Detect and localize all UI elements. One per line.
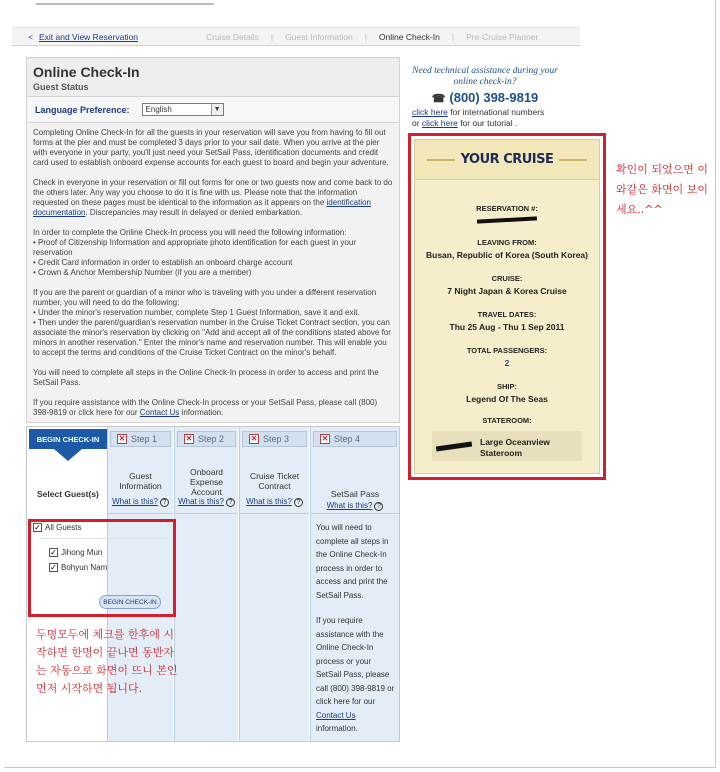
help-question-icon[interactable]: ? <box>374 502 383 511</box>
cruise-label: CRUISE: <box>491 274 523 283</box>
requirements-intro: In order to complete the Online Check-In process you will need the following information: <box>33 228 347 237</box>
instructions-paragraph: Completing Online Check-In for all the guests in your reservation will save you from having to fill out forms at the pier and must be completed 3 days prior to your sail date. When you arrive at the pier with everyone in your party, you'll just need your SetSail Pass, identification documents and credit card used to establish onboard expense accounts for each guest to board and begin your adventure. <box>33 128 389 167</box>
reservation-label: RESERVATION #: <box>476 204 538 213</box>
all-guests-label: All Guests <box>45 523 82 532</box>
nav-step-online-checkin[interactable]: Online Check-In <box>378 31 440 42</box>
setsail-contact-us-link[interactable]: Contact Us <box>316 710 356 720</box>
international-numbers-text: for international numbers <box>447 107 545 117</box>
guest-checkbox[interactable]: ✓ <box>50 563 57 572</box>
left-annotation-note: 두명모두에 체크를 한후에 시작하면 한명이 끝나면 동반자는 자동으로 화면이 뜨니 본인 먼저 시작하면 됩니다. <box>36 628 178 695</box>
guest-highlight-box <box>28 519 176 617</box>
step-1-title: Guest Information <box>119 471 162 491</box>
leaving-info <box>415 238 599 260</box>
guest-name: Bohyun Nam <box>61 563 108 572</box>
ship-info <box>415 382 599 404</box>
travel-dates-info <box>415 310 599 332</box>
telephone-icon: ☎ <box>431 93 446 105</box>
phone-number: (800) 398-9819 <box>449 90 539 105</box>
progress-nav <box>12 27 580 46</box>
exit-reservation-link[interactable] <box>28 32 206 42</box>
instructions-paragraph <box>33 288 393 358</box>
cruise-card-title: YOUR CRUISE <box>460 152 554 167</box>
setsail-text-span: If you require assistance with the Online Check-In process or your SetSail Pass, please call (800) 398-9819 or click here for our <box>316 616 395 706</box>
back-arrow-icon: < <box>28 31 33 42</box>
help-links <box>410 107 560 129</box>
page-title: Online Check-In <box>33 64 140 80</box>
step-4-label: Step 4 <box>334 434 361 444</box>
help-question-icon[interactable]: ? <box>160 498 169 507</box>
stateroom-label: STATEROOM: <box>482 416 532 425</box>
requirement-item: • Credit Card information in order to establish an onboard charge account <box>33 258 293 267</box>
instructions-text-span: Check in everyone in your reservation or fill out forms for one or two guests now and come back to do the others later. Any way you choose to do it is fine with us. Please note that the information requested on these pages must be identical to the information as it appears on the <box>33 178 393 207</box>
instructions-text-span: information. <box>179 408 224 417</box>
step-3-label: Step 3 <box>263 434 290 444</box>
ship-value: Legend Of The Seas <box>466 394 548 404</box>
step-4-help <box>311 501 399 511</box>
what-is-this-link[interactable]: What is this? <box>326 501 373 510</box>
begin-checkin-button[interactable]: BEGIN CHECK-IN <box>99 595 161 609</box>
tab-pointer-icon <box>54 449 82 461</box>
header-rule <box>559 159 587 161</box>
language-selected-value: English <box>145 105 172 114</box>
instructions-text-span: If you require assistance with the Online Check-In process or your SetSail Pass, please call (800) 398-9819 or click here for our <box>33 398 378 417</box>
tutorial-text: for our tutorial . <box>457 118 518 128</box>
header-rule <box>427 159 455 161</box>
reservation-info <box>415 204 599 224</box>
travel-dates-value: Thu 25 Aug - Thu 1 Sep 2011 <box>449 322 565 332</box>
nav-step-guest-information[interactable]: Guest Information <box>285 31 353 42</box>
requirement-item: • Crown & Anchor Membership Number (if you are a member) <box>33 268 252 277</box>
language-label: Language Preference: <box>35 104 130 115</box>
stateroom-value: Large Oceanview Stateroom <box>480 436 550 458</box>
assistance-question: Need technical assistance during your online check-in? <box>412 66 558 87</box>
column-divider <box>240 513 309 514</box>
help-question-icon[interactable]: ? <box>294 498 303 507</box>
page-subtitle: Guest Status <box>33 82 89 92</box>
what-is-this-link[interactable]: What is this? <box>246 497 292 506</box>
nav-step-pre-cruise-planner[interactable]: Pre-Cruise Planner <box>466 31 539 42</box>
step-4-header <box>313 431 397 447</box>
nav-step-cruise-details[interactable]: Cruise Details <box>206 31 259 42</box>
cruise-card-header <box>415 140 599 180</box>
language-bar <box>26 97 400 123</box>
page-header <box>26 57 400 97</box>
begin-checkin-tab-label: BEGIN CHECK-IN <box>29 429 107 449</box>
instructions-paragraph <box>33 228 393 278</box>
chevron-down-icon[interactable]: ▼ <box>211 104 223 115</box>
right-annotation-note: 확인이 되었으면 이와같은 화면이 보이세요..^^ <box>616 163 709 216</box>
minor-item: • Then under the parent/guardian's reservation number in the Cruise Ticket Contract section, you can associate the minor's reservation by clicking on "Add and accept all of the conditions stated above for minors in another reservation." Enter the minor's name and reservation number. This will enable you to accept the terms and conditions of the Cruise Ticket Contract on the minor's behalf. <box>33 318 391 357</box>
passengers-value: 2 <box>504 358 510 368</box>
exit-reservation-label: Exit and View Reservation <box>38 31 139 42</box>
setsail-info <box>316 521 395 736</box>
redacted-reservation-number <box>477 216 537 223</box>
step-2-title: Onboard Expense Account <box>189 467 224 497</box>
passengers-label: TOTAL PASSENGERS: <box>466 346 548 355</box>
column-divider <box>175 513 238 514</box>
guest-checkbox[interactable]: ✓ <box>50 548 57 557</box>
setsail-paragraph <box>316 614 395 736</box>
redacted-stateroom-number <box>436 441 472 451</box>
step-4-column <box>310 427 399 741</box>
language-select[interactable] <box>142 103 224 116</box>
leaving-label: LEAVING FROM: <box>477 238 537 247</box>
step-2-column <box>174 427 238 741</box>
passengers-info <box>415 346 599 368</box>
requirement-item: • Proof of Citizenship Information and appropriate photo identification for each guest in your reservation <box>33 238 356 257</box>
nav-separator: | <box>364 31 367 42</box>
instructions-paragraph: You will need to complete all steps in the Online Check-In process in order to access and print the SetSail Pass. <box>33 368 379 387</box>
instructions-text-span: . Discrepancies may result in delayed or denied embarkation. <box>85 208 303 217</box>
cruise-info <box>415 274 599 296</box>
cruise-value: 7 Night Japan & Korea Cruise <box>447 286 567 296</box>
step-2-header <box>177 431 236 447</box>
step-4-title: SetSail Pass <box>330 489 380 499</box>
incomplete-x-icon: ✕ <box>118 434 126 443</box>
assistance-phone <box>410 90 560 105</box>
your-cruise-card <box>414 139 600 474</box>
select-guests-heading: Select Guest(s) <box>37 489 99 499</box>
instructions-paragraph <box>33 178 393 218</box>
step-1-label: Step 1 <box>131 434 158 444</box>
help-question-icon[interactable]: ? <box>226 498 235 507</box>
stateroom-info <box>415 416 599 461</box>
international-numbers-link[interactable]: click here <box>412 107 448 117</box>
incomplete-x-icon: ✕ <box>321 434 329 443</box>
step-3-title: Cruise Ticket Contract <box>249 471 300 491</box>
top-divider <box>36 3 214 5</box>
begin-checkin-tab <box>29 429 107 463</box>
what-is-this-link[interactable]: What is this? <box>178 497 224 506</box>
tutorial-link[interactable]: click here <box>421 118 458 128</box>
column-divider <box>311 513 399 514</box>
instructions-text <box>26 123 400 423</box>
setsail-text-span: information. <box>316 724 358 733</box>
step-2-label: Step 2 <box>198 434 225 444</box>
checkin-main <box>26 57 400 423</box>
step-3-column <box>239 427 309 741</box>
minor-intro: If you are the parent or guardian of a minor who is traveling with you under a different reservation number, you will need to do the following: <box>33 288 377 307</box>
guest-name: Jihong Mun <box>61 548 103 557</box>
incomplete-x-icon: ✕ <box>250 434 258 443</box>
ship-label: SHIP: <box>496 382 517 391</box>
all-guests-checkbox[interactable]: ✓ <box>34 523 41 532</box>
leaving-value: Busan, Republic of Korea (South Korea) <box>426 250 588 260</box>
stateroom-box <box>432 431 582 461</box>
nav-separator: | <box>451 31 455 42</box>
minor-item: • Under the minor's reservation number, complete Step 1 Guest Information, save it and exit. <box>33 308 360 317</box>
what-is-this-link[interactable]: What is this? <box>112 497 158 506</box>
contact-us-link[interactable]: Contact Us <box>139 408 180 417</box>
step-3-header <box>242 431 307 447</box>
incomplete-x-icon: ✕ <box>185 434 193 443</box>
step-1-help <box>108 497 173 507</box>
instructions-paragraph <box>33 398 393 418</box>
technical-assistance <box>410 66 560 129</box>
step-1-header <box>110 431 171 447</box>
identification-documentation-link[interactable]: identification documentation <box>33 198 372 217</box>
column-divider <box>108 513 173 514</box>
or-text: or <box>412 118 422 128</box>
step-2-help <box>175 497 238 507</box>
travel-dates-label: TRAVEL DATES: <box>477 310 537 319</box>
step-3-help <box>240 497 309 507</box>
nav-separator: | <box>270 31 274 42</box>
setsail-paragraph: You will need to complete all steps in the Online Check-In process in order to access and print the SetSail Pass. <box>316 523 389 600</box>
